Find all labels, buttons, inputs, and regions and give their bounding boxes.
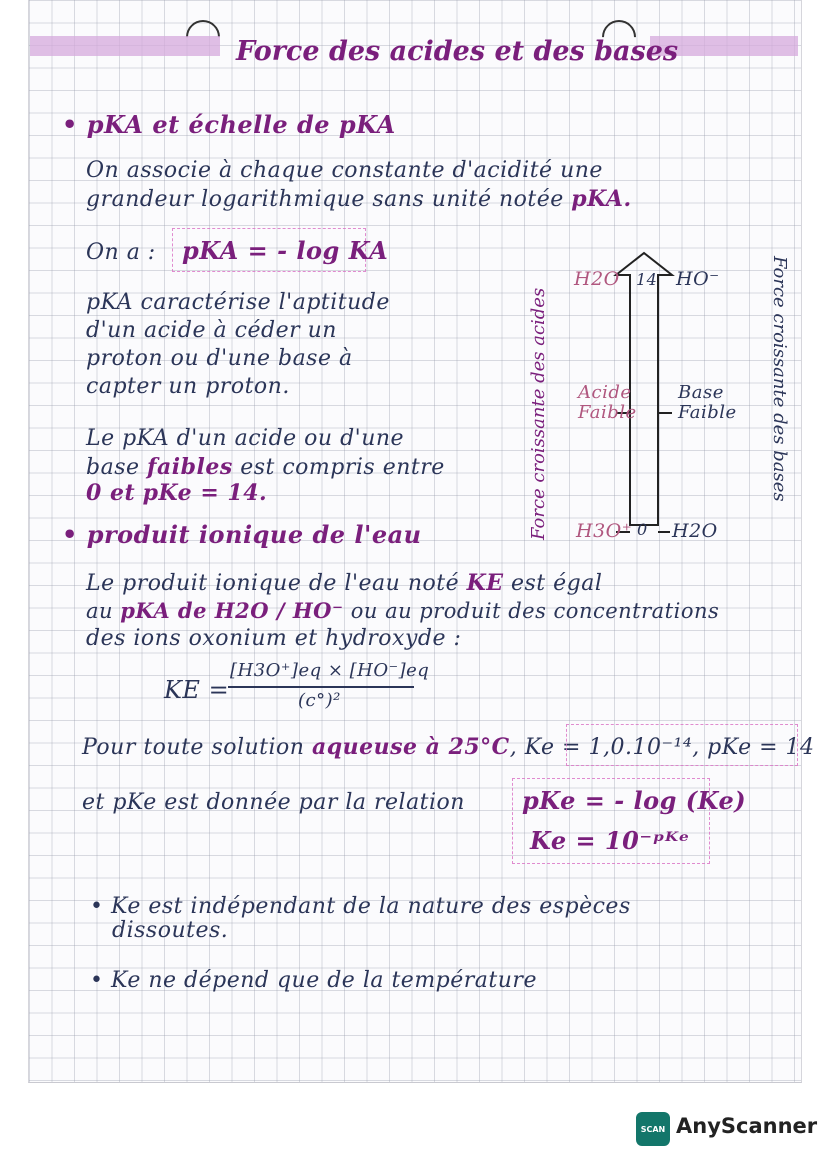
ke-formula-lhs: KE = [164, 676, 230, 704]
para3-line3: 0 et pKe = 14. [86, 480, 268, 506]
top-base: HO⁻ [676, 268, 720, 290]
top-value: 14 [636, 270, 658, 289]
bottom-value: 0 [637, 520, 648, 539]
on-a-label: On a : [86, 240, 156, 265]
top-acid: H2O [574, 268, 620, 290]
weak-acid-line1: Acide [578, 382, 632, 403]
ke-relation: Ke = 10⁻ᵖᴷᵉ [530, 826, 690, 855]
anyscanner-brand: AnyScanner [676, 1114, 818, 1138]
para3-line2: base faibles est compris entre [86, 454, 445, 480]
pke-relation-line: et pKe est donnée par la relation [82, 790, 465, 815]
para2-line4: capter un proton. [86, 374, 290, 399]
ke-line3: des ions oxonium et hydroxyde : [86, 626, 462, 651]
base-strength-label: Force croissante des bases [769, 256, 790, 502]
pka-formula: pKA = - log KA [182, 236, 389, 265]
anyscanner-logo-icon: SCAN [636, 1112, 670, 1146]
title-highlight-left [30, 36, 220, 56]
section2-heading: • produit ionique de l'eau [62, 520, 422, 549]
para2-line1: pKA caractérise l'aptitude [86, 290, 390, 315]
ke-line2: au pKA de H2O / HO⁻ ou au produit des concentrations [86, 598, 720, 623]
pke-relation: pKe = - log (Ke) [522, 786, 747, 815]
bullet1-line2: dissoutes. [112, 918, 229, 943]
bullet2: • Ke ne dépend que de la température [90, 968, 537, 993]
para1-line1: On associe à chaque constante d'acidité une [86, 158, 603, 183]
ke-value-box [566, 724, 798, 766]
ke-formula-denominator: (c°)² [298, 690, 341, 711]
weak-base-line1: Base [678, 382, 724, 403]
bottom-acid: H3O⁺ [576, 520, 633, 542]
page-title: Force des acides et des bases [236, 36, 679, 67]
fraction-bar [228, 686, 414, 688]
ke-value-line: Pour toute solution aqueuse à 25°C, Ke = 1,0.10⁻¹⁴, pKe = 14 [82, 734, 815, 760]
weak-base-line2: Faible [678, 402, 737, 423]
section1-heading: • pKA et échelle de pKA [62, 110, 396, 139]
para2-line2: d'un acide à céder un [86, 318, 337, 343]
pka-scale-diagram [520, 245, 800, 555]
para1-line2: grandeur logarithmique sans unité notée pKA. [86, 186, 632, 212]
acid-strength-label: Force croissante des acides [528, 287, 549, 540]
bullet1-line1: • Ke est indépendant de la nature des espèces [90, 894, 631, 919]
ke-formula-numerator: [H3O⁺]eq × [HO⁻]eq [230, 660, 430, 681]
para3-line1: Le pKA d'un acide ou d'une [86, 426, 405, 451]
para2-line3: proton ou d'une base à [86, 346, 353, 371]
ke-line1: Le produit ionique de l'eau noté KE est égal [86, 570, 603, 596]
weak-acid-line2: Faible [578, 402, 637, 423]
bottom-base: H2O [672, 520, 718, 542]
